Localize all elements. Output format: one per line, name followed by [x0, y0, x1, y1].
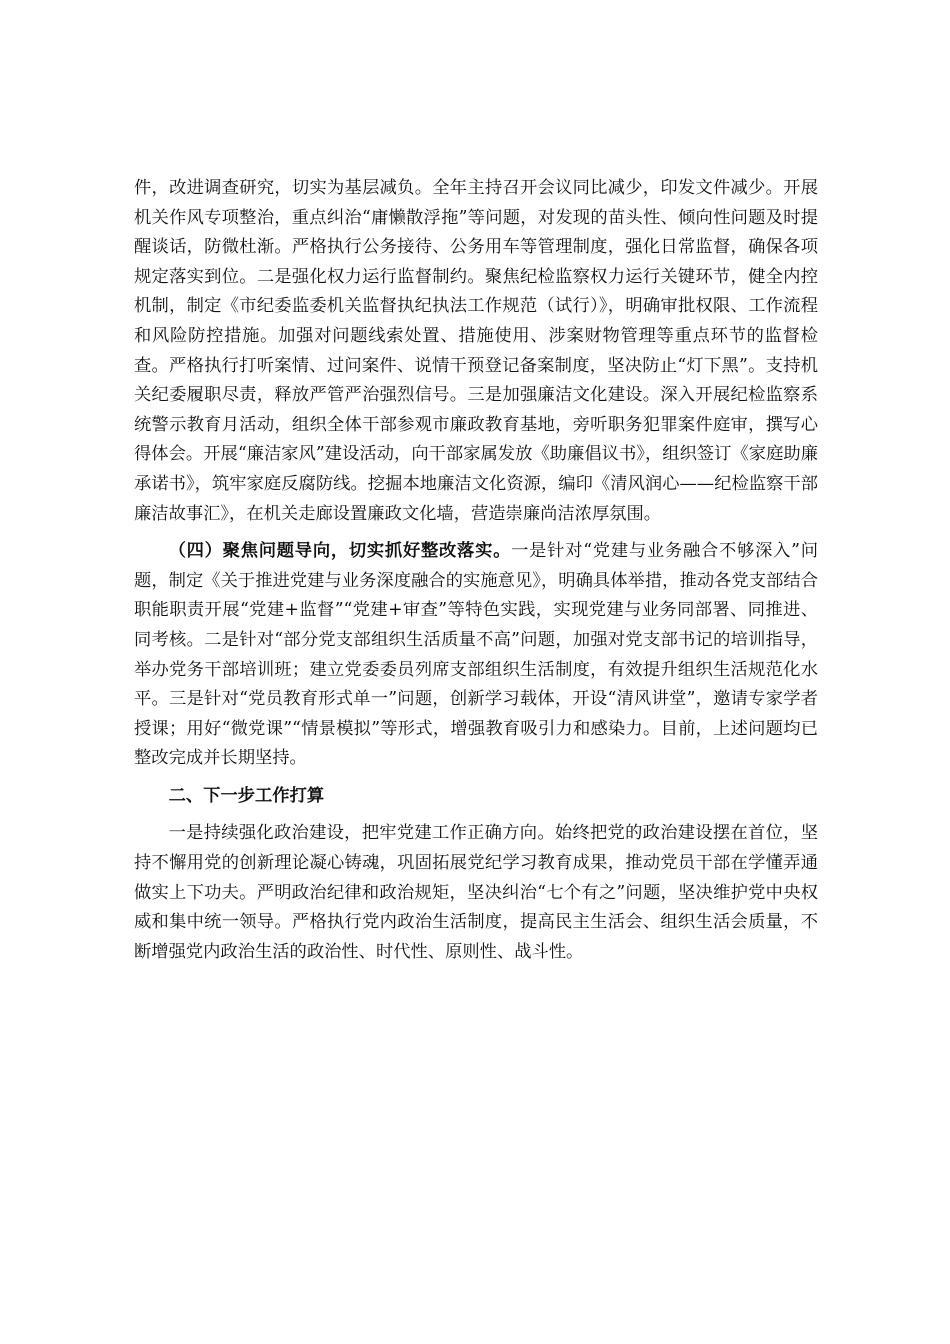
paragraph-continuation: 件，改进调查研究，切实为基层减负。全年主持召开会议同比减少，印发文件减少。开展机关作风专项整治，重点纠治“庸懒散浮拖”等问题，对发现的苗头性、倾向性问题及时提醒谈话，防微杜渐。严格执行公务接待、公务用车等管理制度，强化日常监督，确保各项规定落实到位。二是强化权力运行监督制约。聚焦纪检监察权力运行关键环节，健全内控机制，制定《市纪委监委机关监督执纪执法工作规范（试行）》，明确审批权限、工作流程和风险防控措施。加强对问题线索处置、措施使用、涉案财物管理等重点环节的监督检查。严格执行打听案情、过问案件、说情干预登记备案制度，坚决防止“灯下黑”。支持机关纪委履职尽责，释放严管严治强烈信号。三是加强廉洁文化建设。深入开展纪检监察系统警示教育月活动，组织全体干部参观市廉政教育基地，旁听职务犯罪案件庭审，撰写心得体会。开展“廉洁家风”建设活动，向干部家属发放《助廉倡议书》，组织签订《家庭助廉承诺书》，筑牢家庭反腐防线。挖掘本地廉洁文化资源，编印《清风润心——纪检监察干部廉洁故事汇》，在机关走廊设置廉政文化墙，营造崇廉尚洁浓厚氛围。	[134, 178, 818, 524]
paragraph-political-building: 一是持续强化政治建设，把牢党建工作正确方向。始终把党的政治建设摆在首位，坚持不懈用党的创新理论凝心铸魂，巩固拓展党纪学习教育成果，推动党员干部在学懂弄通做实上下功夫。严明政治纪律和政治规矩，坚决纠治“七个有之”问题，坚决维护党中央权威和集中统一领导。严格执行党内政治生活制度，提高民主生活会、组织生活会质量，不断增强党内政治生活的政治性、时代性、原则性、战斗性。	[134, 823, 818, 962]
paragraph-section-four	[134, 537, 818, 774]
section-heading-next-steps: 二、下一步工作打算	[168, 785, 325, 806]
section-four-body: 一是针对“党建与业务融合不够深入”问题，制定《关于推进党建与业务深度融合的实施意见》，明确具体举措，推动各党支部结合职能职责开展“党建+监督”“党建+审查”等特色实践，实现党建与业务同部署、同推进、同考核。二是针对“部分党支部组织生活质量不高”问题，加强对党支部书记的培训指导，举办党务干部培训班；建立党委委员列席支部组织生活制度，有效提升组织生活规范化水平。三是针对“党员教育形式单一”问题，创新学习载体，开设“清风讲堂”，邀请专家学者授课；用好“微党课”“情景模拟”等形式，增强教育吸引力和感染力。目前，上述问题均已整改完成并长期坚持。	[134, 541, 818, 769]
section-four-lead: （四）聚焦问题导向，切实抓好整改落实。	[168, 541, 512, 562]
document-body	[134, 174, 818, 967]
